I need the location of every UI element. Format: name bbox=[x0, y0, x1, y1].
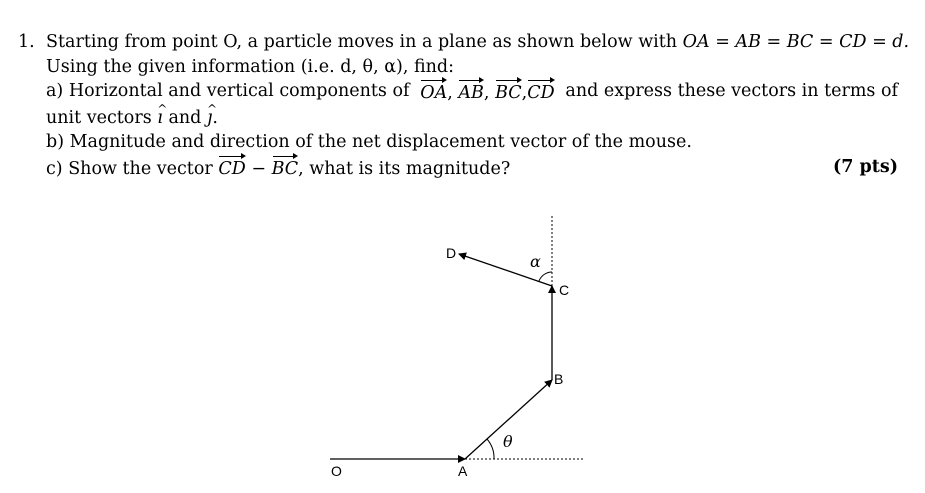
label-c: C bbox=[559, 282, 570, 298]
alpha-arc bbox=[539, 272, 552, 281]
vector-bc-part-c: BC bbox=[272, 155, 299, 182]
label-d: D bbox=[446, 245, 457, 261]
label-b: B bbox=[554, 371, 564, 387]
problem-equal-lengths: OA = AB = BC = CD = d. bbox=[682, 32, 910, 52]
problem-number: 1. bbox=[18, 32, 35, 52]
part-a-suffix: and express these vectors in terms of bbox=[565, 81, 898, 101]
problem-given-text: Using the given information (i.e. d, θ, α), find: bbox=[46, 56, 455, 77]
unit-vector-j: ȷ ^ bbox=[207, 106, 212, 131]
label-alpha: α bbox=[530, 252, 541, 271]
vector-cd-part-c: CD bbox=[218, 155, 245, 182]
separator: , bbox=[447, 83, 453, 103]
minus-sign: − bbox=[251, 158, 266, 179]
separator: , bbox=[521, 83, 528, 103]
problem-intro-text: Starting from point O, a particle moves in a plane as shown below with bbox=[46, 32, 678, 52]
vector-cd: CD bbox=[527, 79, 554, 106]
part-c-suffix: , what is its magnitude? bbox=[298, 158, 511, 179]
label-o: O bbox=[331, 463, 342, 479]
period: . bbox=[212, 107, 218, 128]
part-a-prefix: a) Horizontal and vertical components of bbox=[46, 81, 410, 101]
part-b-text: b) Magnitude and direction of the net displacement vector of the mouse. bbox=[46, 132, 692, 152]
theta-arc bbox=[487, 439, 494, 459]
label-a: A bbox=[458, 463, 468, 479]
vector-bc: BC bbox=[495, 79, 522, 106]
vector-ab: AB bbox=[458, 79, 484, 106]
points-value: (7 pts) bbox=[832, 156, 898, 177]
unit-vector-i: ı ^ bbox=[157, 106, 163, 131]
part-c-prefix: c) Show the vector bbox=[46, 158, 213, 179]
vector-oa: OA bbox=[420, 79, 447, 106]
unit-vectors-text: unit vectors bbox=[46, 107, 152, 128]
unit-and-text: and bbox=[168, 107, 202, 128]
separator: , bbox=[483, 83, 490, 103]
label-theta: θ bbox=[503, 432, 513, 451]
